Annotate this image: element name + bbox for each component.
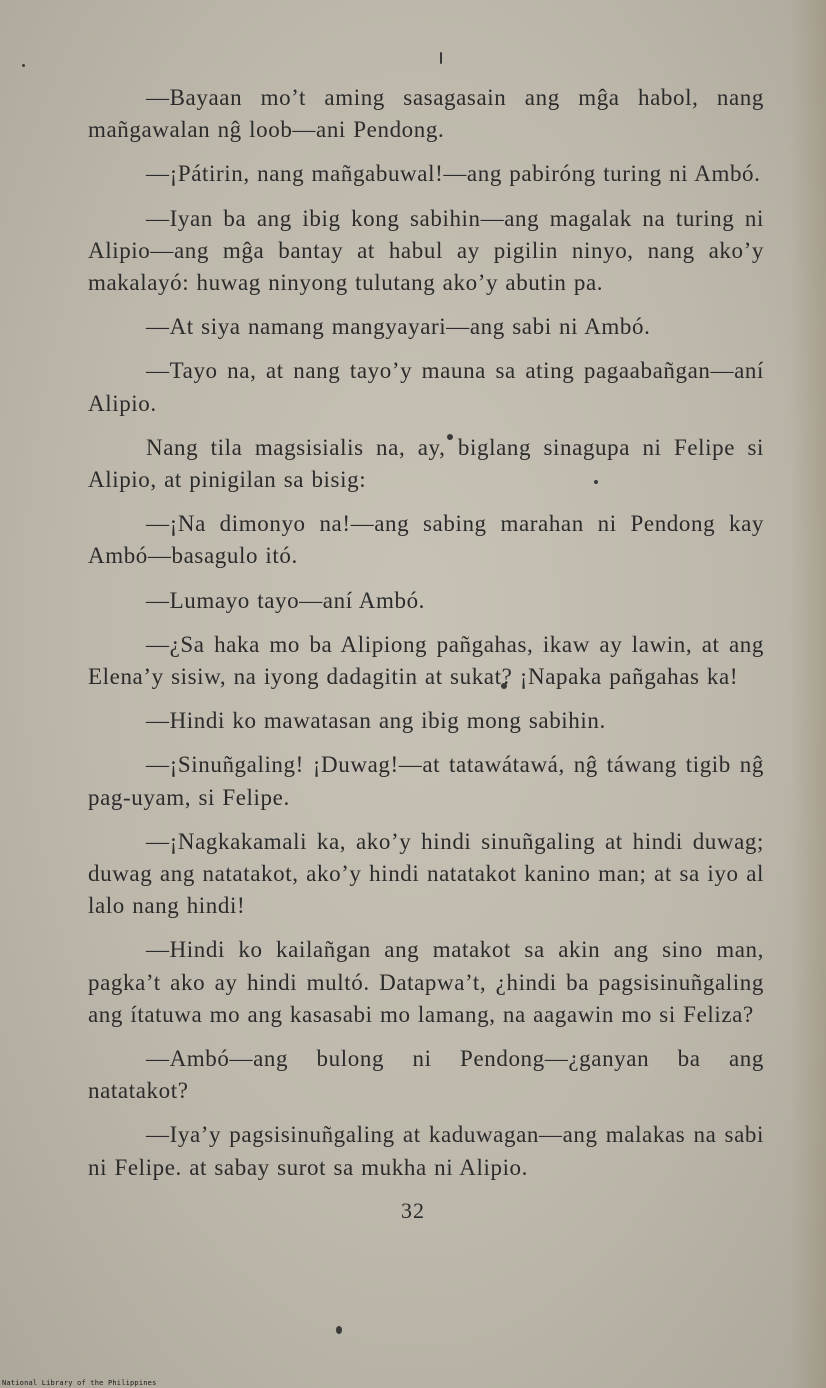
body-text (88, 82, 764, 1196)
ink-speck (336, 1326, 342, 1334)
page-number: 32 (401, 1198, 425, 1223)
paragraph: —Iyan ba ang ibig kong sabihin—ang magalak na turing ni Alipio—ang mĝa bantay at habul ay pigilin ninyo, nang ako’y makalayó: huwag ninyong tulutang ako’y abutin pa. (88, 205, 764, 296)
paragraph: —¡Na dimonyo na!—ang sabing marahan ni Pendong kay Ambó—basagulo itó. (88, 511, 764, 569)
paragraph: —¡Pátirin, nang mañgabuwal!—ang pabiróng turing ni Ambó. (146, 161, 761, 187)
paragraph: —Lumayo tayo—aní Ambó. (146, 587, 426, 613)
paragraph: —Ambó—ang bulong ni Pendong—¿ganyan ba ang natatakot? (88, 1046, 764, 1104)
library-credit: National Library of the Philippines (2, 1379, 157, 1387)
paragraph: —Bayaan mo’t aming sasagasain ang mĝa habol, nang mañgawalan nĝ loob—ani Pendong. (88, 85, 764, 143)
paragraph: —At siya namang mangyayari—ang sabi ni Ambó. (146, 314, 651, 340)
paragraph: —¿Sa haka mo ba Alipiong pañgahas, ikaw ay lawin, at ang Elena’y sisiw, na iyong dadagitin at sukat? ¡Napaka pañgahas ka! (88, 631, 764, 690)
paragraph: —Iya’y pagsisinuñgaling at kaduwagan—ang malakas na sabi ni Felipe. at sabay surot sa mukha ni Alipio. (88, 1122, 764, 1180)
ink-speck (22, 64, 25, 67)
paragraph: —¡Nagkakamali ka, ako’y hindi sinuñgaling at hindi duwag; duwag ang natatakot, ako’y hindi natatakot kanino man; at sa iyo al lalo nang hindi! (88, 828, 764, 919)
paragraph: Nang tila magsisialis na, ay, biglang sinagupa ni Felipe si Alipio, at pinigilan sa bisig: (88, 434, 764, 493)
paragraph: —Hindi ko mawatasan ang ibig mong sabihin. (146, 708, 606, 734)
paragraph: —Hindi ko kailañgan ang matakot sa akin ang sino man, pagka’t ako ay hindi multó. Datapwa’t, ¿hindi ba pagsisinuñgaling ang ítatuwa mo ang kasasabi mo lamang, na aagawin mo si Feliza? (88, 937, 764, 1027)
page-edge-shadow (790, 0, 826, 1388)
paragraph: —Tayo na, at nang tayo’y mauna sa ating pagaabañgan—aní Alipio. (88, 358, 764, 416)
ink-speck (440, 52, 442, 64)
paragraph: —¡Sinuñgaling! ¡Duwag!—at tatawátawá, nĝ táwang tigib nĝ pag-uyam, si Felipe. (88, 752, 764, 810)
